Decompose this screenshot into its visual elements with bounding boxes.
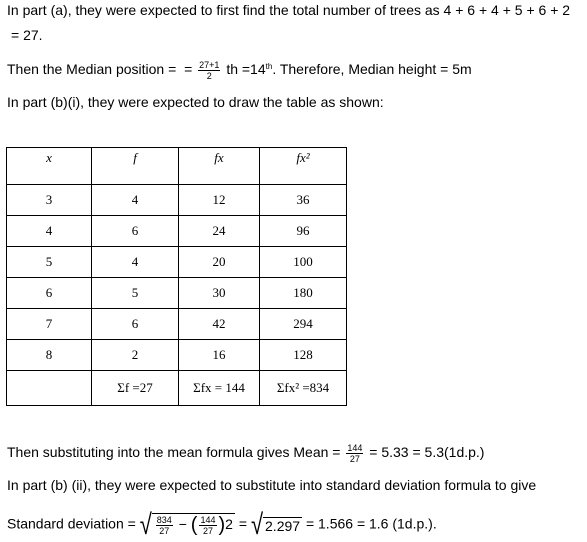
outer-root [139, 508, 235, 541]
sum-fx2-numerator: 834 [156, 515, 172, 525]
cell-f: 6 [92, 216, 179, 247]
cell-fx2: 294 [260, 309, 347, 340]
cell-x: 3 [7, 185, 92, 216]
std-dev-line [7, 508, 437, 541]
cell-f: 4 [92, 185, 179, 216]
table-row [7, 185, 347, 216]
mean-squared-numerator: 144 [200, 515, 216, 525]
cell-x: 6 [7, 278, 92, 309]
cell-fx: 16 [179, 340, 260, 371]
cell-x: 7 [7, 309, 92, 340]
inner-root [250, 508, 302, 541]
total-f: Σf =27 [92, 371, 179, 406]
cell-fx: 12 [179, 185, 260, 216]
table-row [7, 216, 347, 247]
part-a-text: In part (a), they were expected to first find the total number of trees as 4 + 6 + 4 + 5 + 6 + 2 [7, 2, 571, 18]
header-fx: fx [179, 148, 260, 185]
minus-sign: − [178, 516, 187, 533]
close-paren: ) [218, 514, 226, 536]
cell-fx: 20 [179, 247, 260, 278]
sum-fx2-denominator: 27 [159, 526, 170, 536]
std-dev-equals: = [238, 515, 248, 532]
cell-f: 4 [92, 247, 179, 278]
mean-result: = 5.33 = 5.3(1d.p.) [369, 444, 485, 461]
table-totals-row [7, 371, 347, 406]
cell-f: 5 [92, 278, 179, 309]
outer-radicand [152, 513, 235, 537]
table-row [7, 278, 347, 309]
mean-denominator: 27 [349, 454, 360, 464]
cell-fx: 42 [179, 309, 260, 340]
cell-fx2: 36 [260, 185, 347, 216]
cell-f: 2 [92, 340, 179, 371]
median-label: Then the Median position = [7, 61, 177, 78]
mean-fraction [346, 443, 363, 464]
part-b-i-text: In part (b)(i), they were expected to draw the table as shown: [7, 94, 384, 110]
cell-fx2: 180 [260, 278, 347, 309]
sum-fx2-fraction [156, 515, 173, 536]
total-x [7, 371, 92, 406]
std-dev-label: Standard deviation = [7, 515, 136, 532]
median-superscript: th [265, 62, 273, 72]
cell-x: 8 [7, 340, 92, 371]
median-position-value: th =14 [226, 61, 266, 78]
cell-x: 4 [7, 216, 92, 247]
frequency-table [6, 147, 347, 406]
header-x: x [7, 148, 92, 185]
cell-fx2: 128 [260, 340, 347, 371]
mean-squared-fraction [199, 515, 216, 536]
part-b-ii-text: In part (b) (ii), they were expected to substitute into standard deviation formula to give [7, 477, 537, 493]
cell-fx: 30 [179, 278, 260, 309]
mean-squared-denominator: 27 [202, 526, 213, 536]
cell-fx2: 96 [260, 216, 347, 247]
std-dev-result: = 1.566 = 1.6 (1d.p.). [305, 515, 437, 532]
mean-line [7, 443, 484, 464]
root-sign-icon: √ [250, 508, 264, 541]
median-position-line [7, 60, 472, 81]
median-denominator: 2 [206, 71, 212, 81]
header-fx2: fx² [260, 148, 347, 185]
part-a-total: = 27. [11, 27, 43, 43]
mean-label: Then substituting into the mean formula gives Mean = [7, 444, 341, 461]
mean-numerator: 144 [347, 443, 363, 453]
total-fx2: Σfx² =834 [260, 371, 347, 406]
cell-x: 5 [7, 247, 92, 278]
open-paren: ( [190, 514, 198, 536]
power-two: 2 [225, 516, 233, 533]
cell-f: 6 [92, 309, 179, 340]
header-f: f [92, 148, 179, 185]
total-fx: Σfx = 144 [179, 371, 260, 406]
table-row [7, 309, 347, 340]
cell-fx2: 100 [260, 247, 347, 278]
variance-value: 2.297 [265, 517, 301, 534]
root-sign-icon: √ [139, 508, 152, 541]
cell-fx: 24 [179, 216, 260, 247]
median-numerator: 27+1 [199, 60, 220, 70]
median-height-text: . Therefore, Median height = 5m [272, 61, 472, 78]
table-row [7, 247, 347, 278]
median-fraction [198, 60, 220, 81]
table-row [7, 340, 347, 371]
table-header-row [7, 148, 347, 185]
median-equals: = [184, 61, 193, 78]
